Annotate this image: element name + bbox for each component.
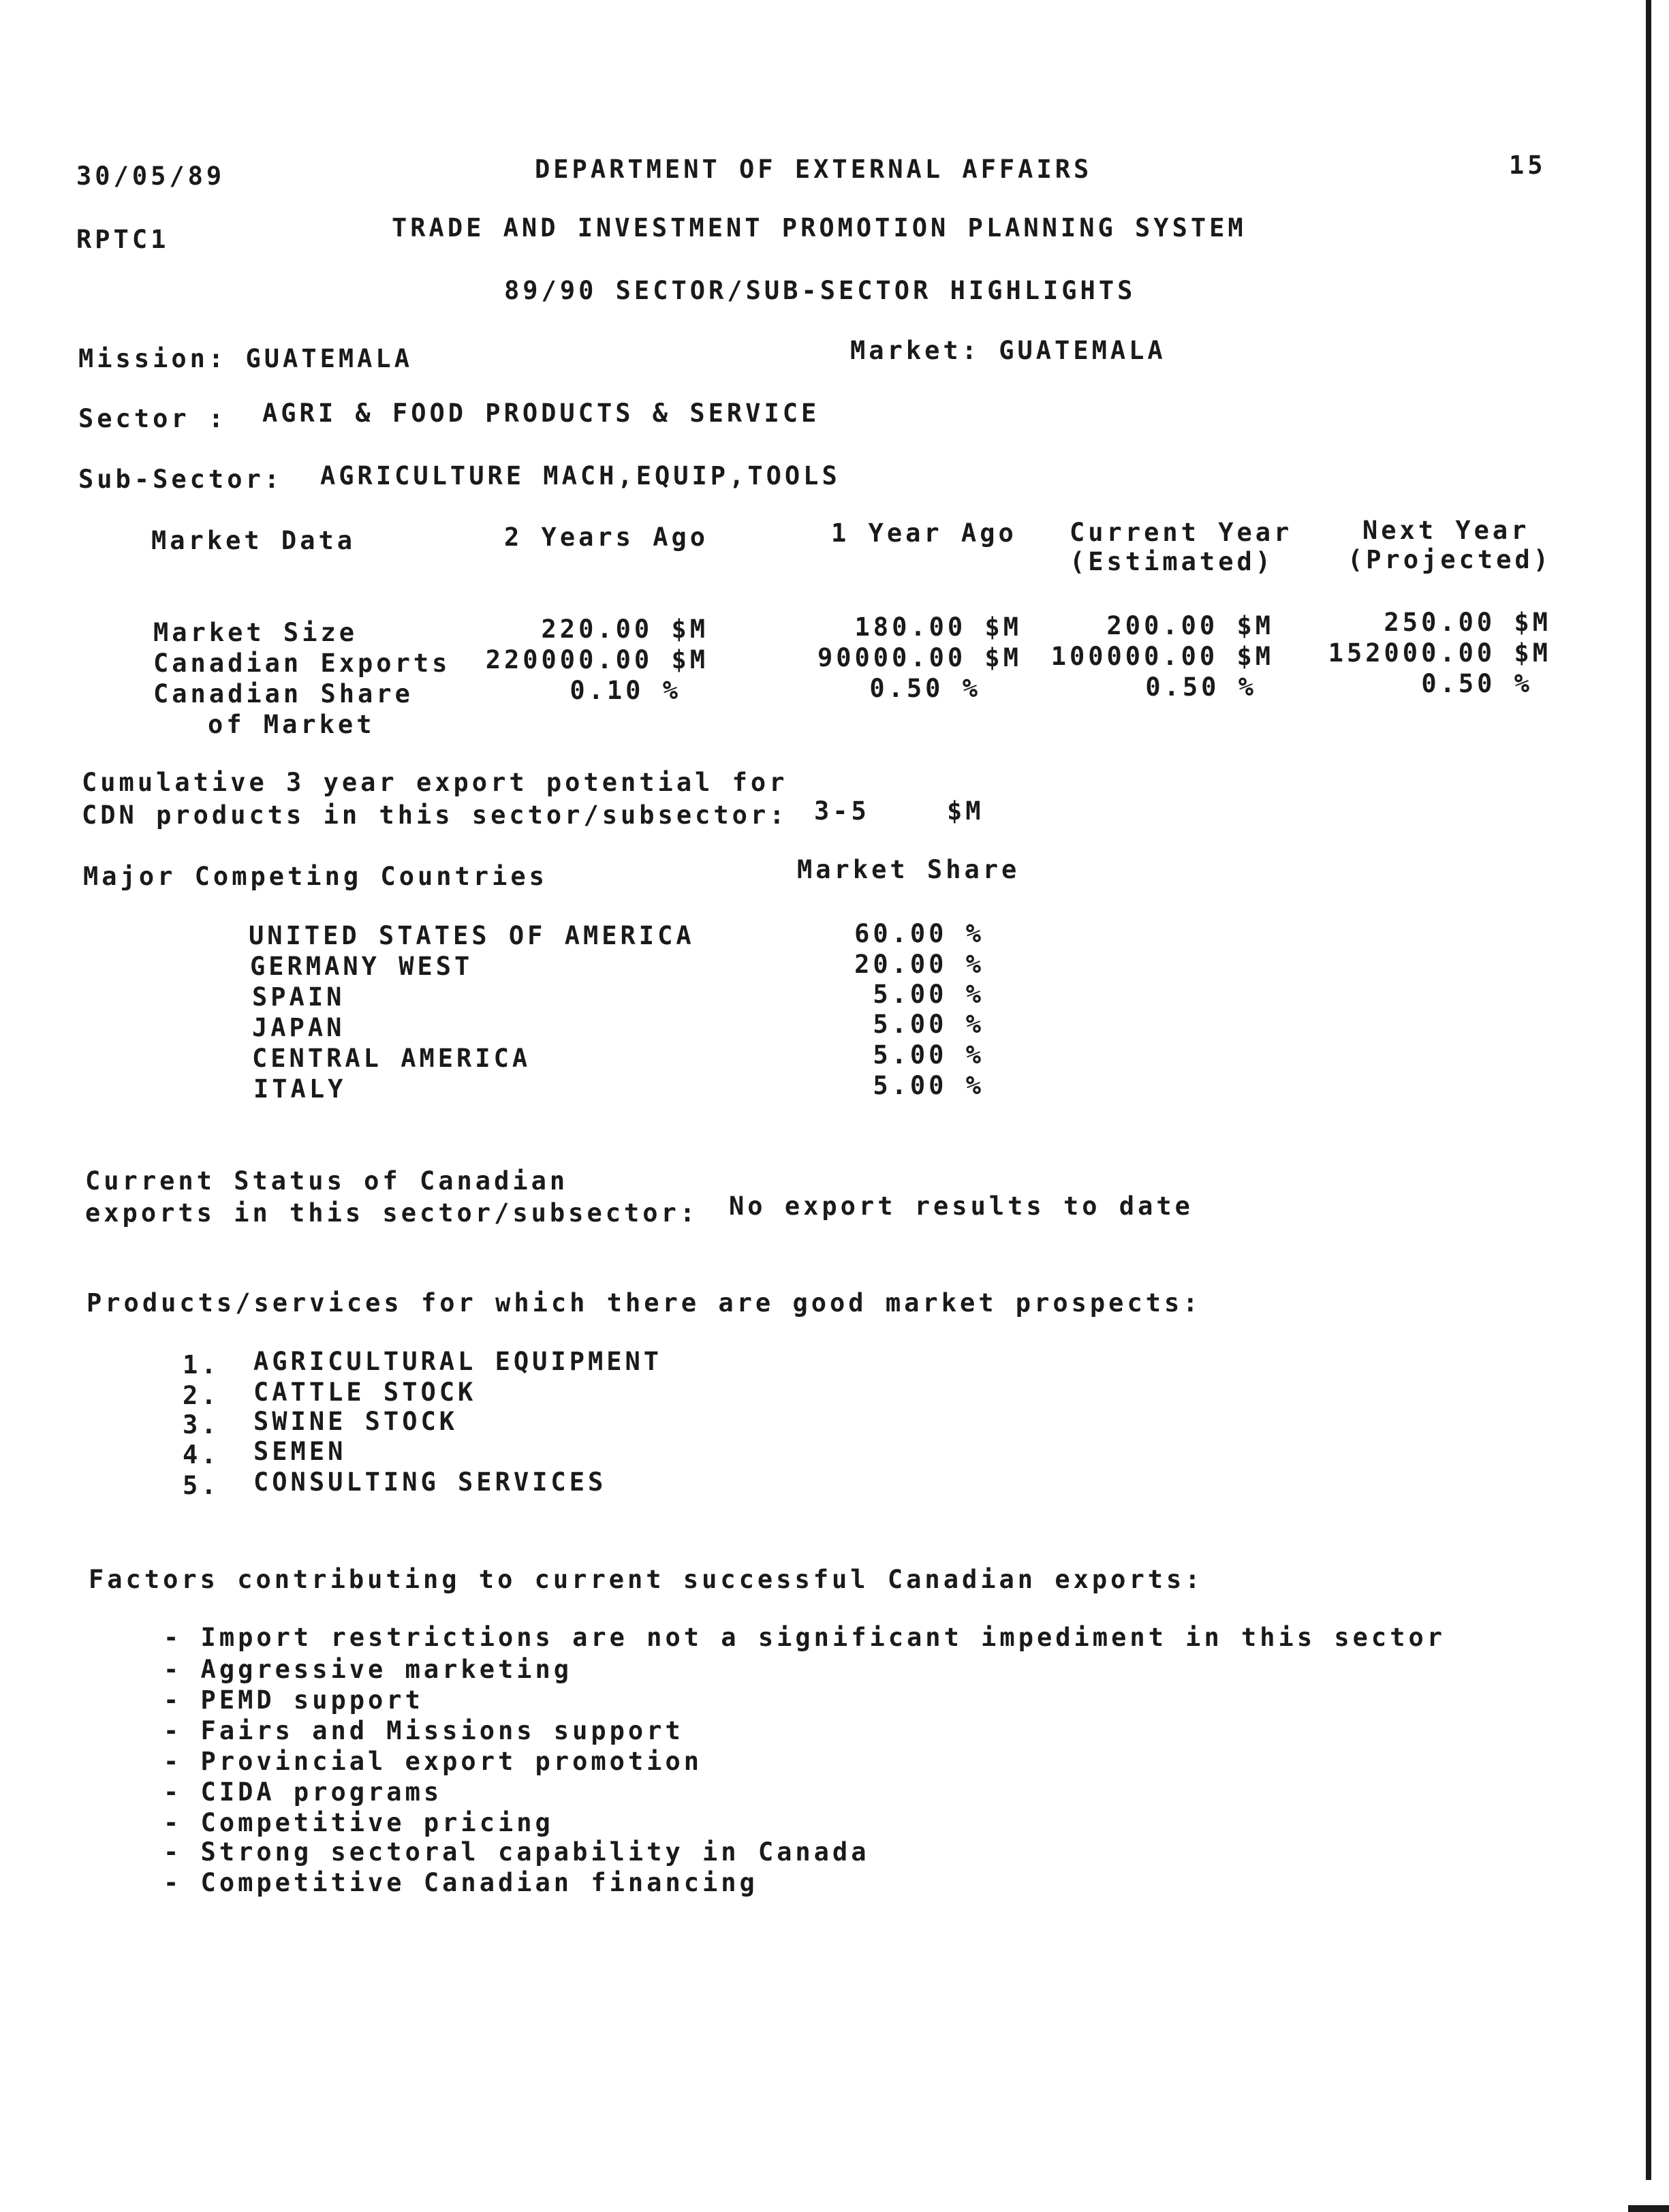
competitor-country: JAPAN xyxy=(252,1013,345,1042)
value-market-size-2yr: 220.00 $M xyxy=(541,614,708,644)
competitor-share: 5.00 % xyxy=(873,1071,984,1100)
competitor-country: UNITED STATES OF AMERICA xyxy=(249,921,695,950)
page-edge-shadow xyxy=(1646,0,1651,2180)
prospect-number: 4. xyxy=(183,1440,220,1469)
prospect-item: SEMEN xyxy=(253,1437,347,1466)
value-exports-next: 152000.00 $M xyxy=(1328,638,1551,668)
competitors-label: Major Competing Countries xyxy=(83,862,548,891)
sector-value: AGRI & FOOD PRODUCTS & SERVICE xyxy=(262,399,820,428)
prospects-label: Products/services for which there are good market prospects: xyxy=(87,1288,1202,1318)
factor-item: - Competitive pricing xyxy=(163,1808,554,1837)
value-exports-1yr: 90000.00 $M xyxy=(817,643,1022,672)
sector-label: Sector : xyxy=(78,404,228,433)
factor-item: - Competitive Canadian financing xyxy=(163,1868,758,1897)
prospect-item: CATTLE STOCK xyxy=(253,1377,477,1407)
mission-value: GUATEMALA xyxy=(245,344,413,373)
factor-item: - Import restrictions are not a significant impediment in this sector xyxy=(163,1623,1446,1652)
competitor-country: SPAIN xyxy=(252,982,345,1012)
cumulative-value: 3-5 xyxy=(814,796,870,826)
value-market-size-current: 200.00 $M xyxy=(1106,611,1274,640)
prospect-item: SWINE STOCK xyxy=(253,1407,458,1436)
col-header-next-year: Next Year xyxy=(1362,516,1530,545)
page-edge-foot xyxy=(1628,2205,1669,2212)
value-exports-current: 100000.00 $M xyxy=(1050,642,1274,671)
status-line-2: exports in this sector/subsector: xyxy=(85,1198,699,1228)
competitor-share: 5.00 % xyxy=(873,980,984,1009)
market-label: Market: xyxy=(850,336,980,365)
factor-item: - Strong sectoral capability in Canada xyxy=(163,1837,870,1867)
page-number: 15 xyxy=(1509,151,1546,180)
factor-item: - Aggressive marketing xyxy=(163,1655,573,1684)
prospect-item: AGRICULTURAL EQUIPMENT xyxy=(253,1347,663,1376)
value-market-size-1yr: 180.00 $M xyxy=(854,612,1022,642)
mission-line xyxy=(78,346,413,371)
prospect-number: 3. xyxy=(183,1410,220,1439)
value-exports-2yr: 220000.00 $M xyxy=(485,645,708,674)
status-line-1: Current Status of Canadian xyxy=(85,1166,569,1196)
value-share-2yr: 0.10 % xyxy=(570,676,681,705)
market-value: GUATEMALA xyxy=(999,336,1166,365)
factor-item: - PEMD support xyxy=(163,1685,424,1715)
value-market-size-next: 250.00 $M xyxy=(1384,608,1551,637)
competitor-share: 5.00 % xyxy=(873,1040,984,1070)
competitor-country: GERMANY WEST xyxy=(250,952,473,981)
cumulative-line-2: CDN products in this sector/subsector: xyxy=(82,800,788,830)
prospect-number: 1. xyxy=(183,1350,220,1380)
sub-sector-label: Sub-Sector: xyxy=(78,465,283,494)
row-label-canadian-share: Canadian Share xyxy=(153,679,414,708)
prospect-number: 5. xyxy=(183,1471,220,1500)
competitor-country: ITALY xyxy=(253,1074,347,1104)
value-share-current: 0.50 % xyxy=(1145,672,1257,702)
department-name: DEPARTMENT OF EXTERNAL AFFAIRS xyxy=(535,155,1093,184)
col-header-current-year: Current Year xyxy=(1070,518,1293,547)
col-header-current-year-note: (Estimated) xyxy=(1070,547,1275,576)
competitor-country: CENTRAL AMERICA xyxy=(252,1044,531,1073)
factors-label: Factors contributing to current successful Canadian exports: xyxy=(89,1565,1204,1594)
sub-sector-value: AGRICULTURE MACH,EQUIP,TOOLS xyxy=(320,461,841,490)
prospect-number: 2. xyxy=(183,1381,220,1410)
cumulative-line-1: Cumulative 3 year export potential for xyxy=(82,768,788,797)
col-header-1-year-ago: 1 Year Ago xyxy=(831,518,1017,548)
col-header-next-year-note: (Projected) xyxy=(1347,545,1553,574)
competitor-share: 20.00 % xyxy=(854,950,984,979)
report-title: 89/90 SECTOR/SUB-SECTOR HIGHLIGHTS xyxy=(504,276,1136,305)
market-data-label: Market Data xyxy=(151,526,356,555)
col-header-2-years-ago: 2 Years Ago xyxy=(504,523,709,552)
cumulative-unit: $M xyxy=(947,796,984,826)
factor-item: - Fairs and Missions support xyxy=(163,1716,684,1745)
row-label-canadian-exports: Canadian Exports xyxy=(153,649,451,678)
market-share-label: Market Share xyxy=(797,855,1020,884)
row-label-canadian-share-cont: of Market xyxy=(208,710,375,739)
competitor-share: 60.00 % xyxy=(854,919,984,948)
competitor-share: 5.00 % xyxy=(873,1010,984,1039)
value-share-1yr: 0.50 % xyxy=(869,674,981,703)
prospect-item: CONSULTING SERVICES xyxy=(253,1467,607,1497)
value-share-next: 0.50 % xyxy=(1421,669,1533,698)
report-code: RPTC1 xyxy=(76,225,170,254)
report-date: 30/05/89 xyxy=(76,161,225,191)
system-name: TRADE AND INVESTMENT PROMOTION PLANNING SYSTEM xyxy=(392,213,1247,243)
market-line xyxy=(850,338,1166,363)
status-value: No export results to date xyxy=(729,1191,1194,1221)
factor-item: - CIDA programs xyxy=(163,1777,443,1807)
factor-item: - Provincial export promotion xyxy=(163,1747,703,1776)
mission-label: Mission: xyxy=(78,344,228,373)
row-label-market-size: Market Size xyxy=(153,618,358,647)
